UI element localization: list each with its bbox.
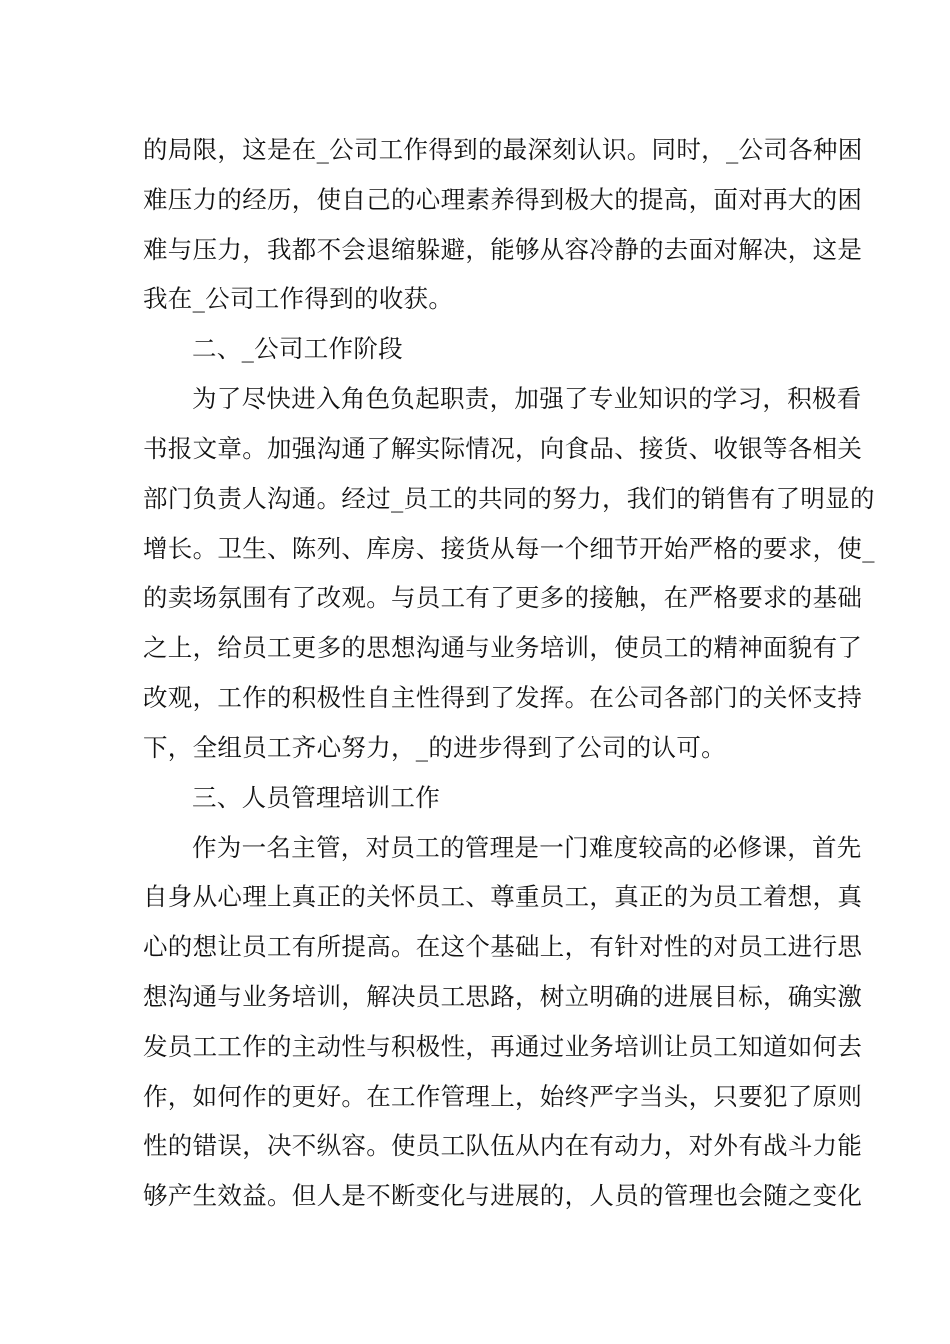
paragraph-line: 发员工工作的主动性与积极性，再通过业务培训让员工知道如何去 xyxy=(143,1032,863,1061)
paragraph-line: 的卖场氛围有了改观。与员工有了更多的接触，在严格要求的基础 xyxy=(143,583,863,612)
section-heading: 三、人员管理培训工作 xyxy=(192,783,440,812)
paragraph-line: 难压力的经历，使自己的心理素养得到极大的提高，面对再大的困 xyxy=(143,185,863,214)
paragraph-line: 性的错误，决不纵容。使员工队伍从内在有动力，对外有战斗力能 xyxy=(143,1131,863,1160)
section-heading: 二、_公司工作阶段 xyxy=(192,334,403,363)
paragraph-line: 下，全组员工齐心努力，_的进步得到了公司的认可。 xyxy=(143,733,726,762)
paragraph-line: 之上，给员工更多的思想沟通与业务培训，使员工的精神面貌有了 xyxy=(143,633,863,662)
paragraph-line: 为了尽快进入角色负起职责，加强了专业知识的学习，积极看 xyxy=(192,384,862,413)
paragraph-line: 的局限，这是在_公司工作得到的最深刻认识。同时，_公司各种困 xyxy=(143,135,863,164)
paragraph-line: 难与压力，我都不会退缩躲避，能够从容冷静的去面对解决，这是 xyxy=(143,235,863,264)
paragraph-line: 够产生效益。但人是不断变化与进展的，人员的管理也会随之变化 xyxy=(143,1181,863,1210)
paragraph-line: 书报文章。加强沟通了解实际情况，向食品、接货、收银等各相关 xyxy=(143,434,863,463)
paragraph-line: 自身从心理上真正的关怀员工、尊重员工，真正的为员工着想，真 xyxy=(143,882,863,911)
paragraph-line: 作为一名主管，对员工的管理是一门难度较高的必修课，首先 xyxy=(192,833,862,862)
paragraph-line: 改观，工作的积极性自主性得到了发挥。在公司各部门的关怀支持 xyxy=(143,683,863,712)
paragraph-line: 增长。卫生、陈列、库房、接货从每一个细节开始严格的要求，使_ xyxy=(143,534,875,563)
paragraph-line: 部门负责人沟通。经过_员工的共同的努力，我们的销售有了明显的 xyxy=(143,484,875,513)
paragraph-line: 心的想让员工有所提高。在这个基础上，有针对性的对员工进行思 xyxy=(143,932,863,961)
paragraph-line: 作，如何作的更好。在工作管理上，始终严字当头，只要犯了原则 xyxy=(143,1082,863,1111)
paragraph-line: 想沟通与业务培训，解决员工思路，树立明确的进展目标，确实激 xyxy=(143,982,863,1011)
paragraph-line: 我在_公司工作得到的收获。 xyxy=(143,284,454,313)
